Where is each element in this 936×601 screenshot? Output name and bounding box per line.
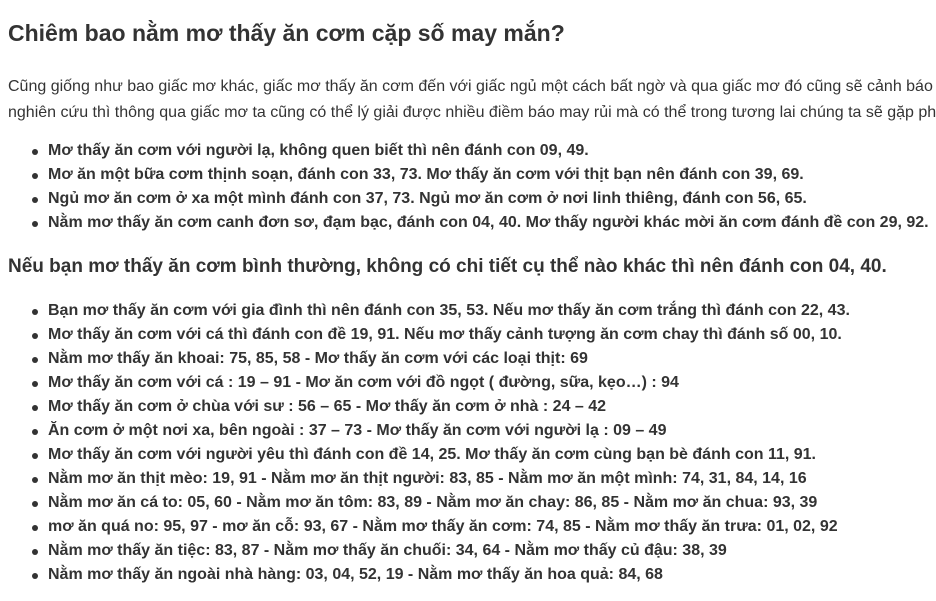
list-item: Mơ thấy ăn cơm với người yêu thì đánh con đề 14, 25. Mơ thấy ăn cơm cùng bạn bè đánh con 11, 91. (48, 443, 936, 467)
list-item: Nằm mơ thấy ăn cơm canh đơn sơ, đạm bạc, đánh con 04, 40. Mơ thấy người khác mời ăn cơm đánh đề con 29, 92. (48, 211, 936, 235)
list-item: Nằm mơ thấy ăn ngoài nhà hàng: 03, 04, 52, 19 - Nằm mơ thấy ăn hoa quả: 84, 68 (48, 563, 936, 587)
list-item: Ngủ mơ ăn cơm ở xa một mình đánh con 37, 73. Ngủ mơ ăn cơm ở nơi linh thiêng, đánh con 56, 65. (48, 187, 936, 211)
list-item: Mơ ăn một bữa cơm thịnh soạn, đánh con 33, 73. Mơ thấy ăn cơm với thịt bạn nên đánh con 39, 69. (48, 163, 936, 187)
list-item: Mơ thấy ăn cơm ở chùa với sư : 56 – 65 - Mơ thấy ăn cơm ở nhà : 24 – 42 (48, 395, 936, 419)
intro-line: nghiên cứu thì thông qua giấc mơ ta cũng có thể lý giải được nhiều điềm báo may rủi mà có thể trong tương lai chúng ta sẽ gặp ph (8, 104, 936, 121)
article-title: Chiêm bao nằm mơ thấy ăn cơm cặp số may mắn? (8, 20, 565, 46)
list-item: Ăn cơm ở một nơi xa, bên ngoài : 37 – 73 - Mơ thấy ăn cơm với người lạ : 09 – 49 (48, 419, 936, 443)
list-item: Mơ thấy ăn cơm với cá : 19 – 91 - Mơ ăn cơm với đồ ngọt ( đường, sữa, kẹo…) : 94 (48, 371, 936, 395)
list-item: Bạn mơ thấy ăn cơm với gia đình thì nên đánh con 35, 53. Nếu mơ thấy ăn cơm trắng thì đánh con 22, 43. (48, 299, 936, 323)
tips-list-1 (0, 139, 936, 235)
list-item: Mơ thấy ăn cơm với cá thì đánh con đề 19, 91. Nếu mơ thấy cảnh tượng ăn cơm chay thì đánh số 00, 10. (48, 323, 936, 347)
list-item: Nằm mơ thấy ăn khoai: 75, 85, 58 - Mơ thấy ăn cơm với các loại thịt: 69 (48, 347, 936, 371)
list-item: Nằm mơ ăn cá to: 05, 60 - Nằm mơ ăn tôm: 83, 89 - Nằm mơ ăn chay: 86, 85 - Nằm mơ ăn chua: 93, 39 (48, 491, 936, 515)
intro-paragraph (8, 74, 936, 126)
section-subheading: Nếu bạn mơ thấy ăn cơm bình thường, không có chi tiết cụ thể nào khác thì nên đánh con 04, 40. (8, 256, 887, 277)
tips-list-2 (0, 299, 936, 587)
list-item: Nằm mơ thấy ăn tiệc: 83, 87 - Nằm mơ thấy ăn chuối: 34, 64 - Nằm mơ thấy củ đậu: 38, 39 (48, 539, 936, 563)
list-item: Nằm mơ ăn thịt mèo: 19, 91 - Nằm mơ ăn thịt người: 83, 85 - Nằm mơ ăn một mình: 74, 31, 84, 14, 16 (48, 467, 936, 491)
list-item: Mơ thấy ăn cơm với người lạ, không quen biết thì nên đánh con 09, 49. (48, 139, 936, 163)
intro-line: Cũng giống như bao giấc mơ khác, giấc mơ thấy ăn cơm đến với giấc ngủ một cách bất ngờ và qua giấc mơ đó cũng sẽ cảnh báo (8, 78, 933, 95)
list-item: mơ ăn quá no: 95, 97 - mơ ăn cỗ: 93, 67 - Nằm mơ thấy ăn cơm: 74, 85 - Nằm mơ thấy ăn trưa: 01, 02, 92 (48, 515, 936, 539)
